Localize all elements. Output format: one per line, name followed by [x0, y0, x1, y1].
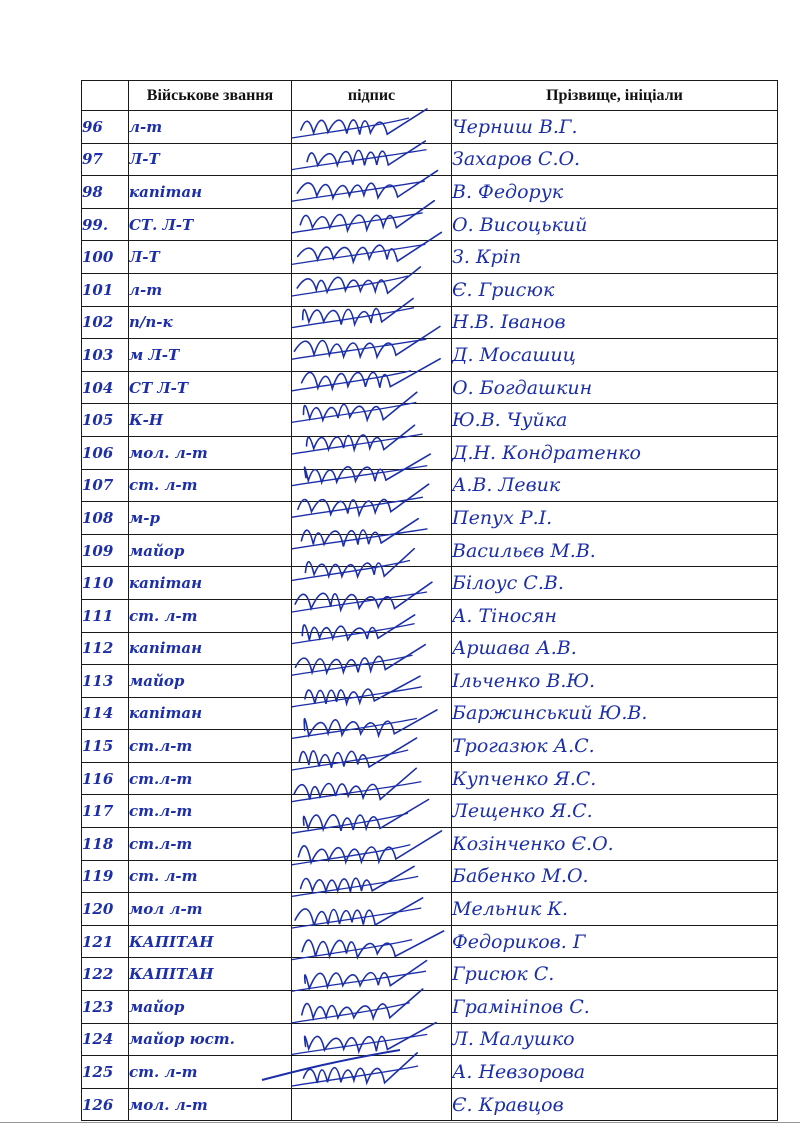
row-number: 124	[82, 1023, 129, 1056]
row-number: 101	[82, 273, 129, 306]
row-number: 118	[82, 828, 129, 861]
row-name: А. Тіносян	[452, 599, 778, 632]
row-rank: ст. л-т	[129, 860, 292, 893]
row-rank: ст.л-т	[129, 828, 292, 861]
row-number: 111	[82, 599, 129, 632]
row-number: 125	[82, 1056, 129, 1089]
row-name: Д.Н. Кондратенко	[452, 436, 778, 469]
row-rank: ст. л-т	[129, 599, 292, 632]
row-number: 112	[82, 632, 129, 665]
row-rank: Л-Т	[129, 143, 292, 176]
row-name: Грамініпов С.	[452, 991, 778, 1024]
row-number: 100	[82, 241, 129, 274]
row-rank: ст.л-т	[129, 730, 292, 763]
row-number: 126	[82, 1088, 129, 1121]
row-rank: капітан	[129, 567, 292, 600]
row-name: Бабенко М.О.	[452, 860, 778, 893]
row-number: 123	[82, 991, 129, 1024]
row-rank: КАПІТАН	[129, 958, 292, 991]
row-rank: майор	[129, 665, 292, 698]
row-rank: м-р	[129, 502, 292, 535]
header-rank: Військове звання	[129, 81, 292, 111]
row-number: 120	[82, 893, 129, 926]
row-name: В. Федорук	[452, 176, 778, 209]
row-name: Трогазюк А.С.	[452, 730, 778, 763]
row-number: 117	[82, 795, 129, 828]
row-rank: л-т	[129, 273, 292, 306]
row-rank: майор юст.	[129, 1023, 292, 1056]
row-rank: м Л-Т	[129, 339, 292, 372]
header-signature: підпис	[292, 81, 452, 111]
row-rank: Л-Т	[129, 241, 292, 274]
row-rank: капітан	[129, 176, 292, 209]
row-rank: майор	[129, 534, 292, 567]
row-name: Є. Кравцов	[452, 1088, 778, 1121]
row-name: Ю.В. Чуйка	[452, 404, 778, 437]
row-name: Є. Грисюк	[452, 273, 778, 306]
row-rank: ст. л-т	[129, 469, 292, 502]
row-name: Л. Малушко	[452, 1023, 778, 1056]
row-rank: майор	[129, 991, 292, 1024]
row-name: О. Висоцький	[452, 208, 778, 241]
row-rank: капітан	[129, 632, 292, 665]
row-name: Білоус С.В.	[452, 567, 778, 600]
row-rank: мол. л-т	[129, 1088, 292, 1121]
row-name: О. Богдашкин	[452, 371, 778, 404]
row-rank: капітан	[129, 697, 292, 730]
row-name: Козінченко Є.О.	[452, 828, 778, 861]
row-number: 116	[82, 762, 129, 795]
row-number: 105	[82, 404, 129, 437]
row-number: 122	[82, 958, 129, 991]
row-name: Грисюк С.	[452, 958, 778, 991]
row-number: 108	[82, 502, 129, 535]
row-number: 104	[82, 371, 129, 404]
row-name: Аршава А.В.	[452, 632, 778, 665]
row-number: 102	[82, 306, 129, 339]
row-name: Пепух Р.І.	[452, 502, 778, 535]
row-number: 97	[82, 143, 129, 176]
row-rank: ст.л-т	[129, 762, 292, 795]
row-rank: СТ. Л-Т	[129, 208, 292, 241]
header-name: Прізвище, ініціали	[452, 81, 778, 111]
row-rank: ст. л-т	[129, 1056, 292, 1089]
row-name: Лещенко Я.С.	[452, 795, 778, 828]
row-name: Купченко Я.С.	[452, 762, 778, 795]
row-name: Мельник К.	[452, 893, 778, 926]
row-number: 103	[82, 339, 129, 372]
row-number: 115	[82, 730, 129, 763]
row-name: З. Кріп	[452, 241, 778, 274]
row-rank: мол. л-т	[129, 436, 292, 469]
row-rank: ст.л-т	[129, 795, 292, 828]
row-number: 110	[82, 567, 129, 600]
row-name: Федориков. Г	[452, 925, 778, 958]
row-number: 107	[82, 469, 129, 502]
row-number: 114	[82, 697, 129, 730]
row-name: Ільченко В.Ю.	[452, 665, 778, 698]
row-number: 109	[82, 534, 129, 567]
row-number: 113	[82, 665, 129, 698]
row-name: Васильєв М.В.	[452, 534, 778, 567]
row-name: А.В. Левик	[452, 469, 778, 502]
row-rank: СТ Л-Т	[129, 371, 292, 404]
row-name: Захаров С.О.	[452, 143, 778, 176]
row-number: 119	[82, 860, 129, 893]
row-number: 121	[82, 925, 129, 958]
row-name: А. Невзорова	[452, 1056, 778, 1089]
row-rank: мол л-т	[129, 893, 292, 926]
row-number: 99.	[82, 208, 129, 241]
page-bottom-rule	[0, 1122, 800, 1123]
row-name: Черниш В.Г.	[452, 111, 778, 144]
row-number: 106	[82, 436, 129, 469]
row-rank: п/п-к	[129, 306, 292, 339]
row-name: Д. Мосашиц	[452, 339, 778, 372]
row-rank: КАПІТАН	[129, 925, 292, 958]
row-name: Н.В. Іванов	[452, 306, 778, 339]
row-rank: л-т	[129, 111, 292, 144]
row-number: 96	[82, 111, 129, 144]
row-name: Баржинський Ю.В.	[452, 697, 778, 730]
row-number: 98	[82, 176, 129, 209]
row-rank: К-Н	[129, 404, 292, 437]
